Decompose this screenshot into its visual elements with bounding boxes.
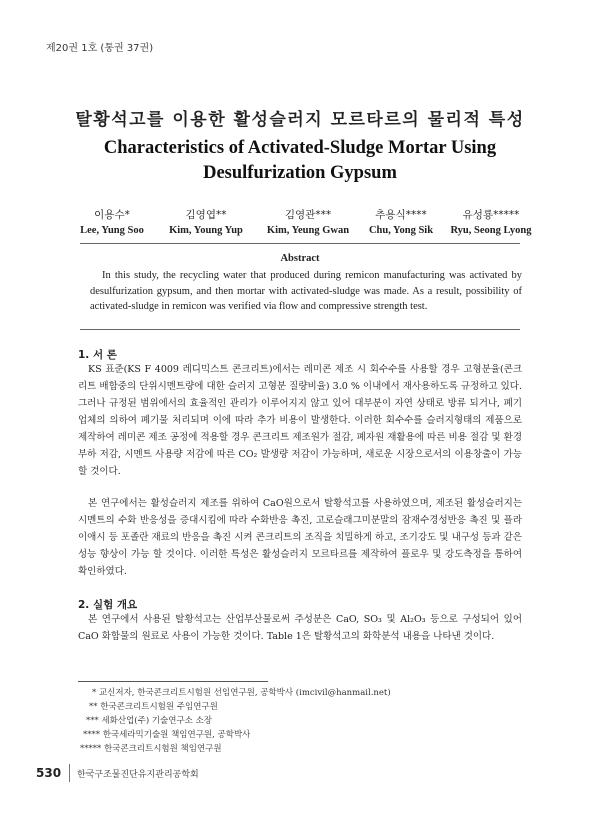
author-english-name: Chu, Yong Sik — [368, 225, 434, 236]
section-heading-experiment: 2. 실험 개요 — [78, 599, 138, 611]
journal-name: 한국구조물진단유지관리공학회 — [77, 770, 199, 780]
english-title-line-2: Desulfurization Gypsum — [203, 163, 397, 183]
abstract-top-rule — [80, 243, 520, 244]
author-korean-name: 이용수* — [94, 209, 130, 221]
author-korean-name: 추용식**** — [375, 209, 427, 221]
abstract-heading: Abstract — [280, 253, 320, 264]
author-3 — [258, 207, 358, 236]
english-title-line-1: Characteristics of Activated-Sludge Mortar Using — [103, 138, 497, 158]
korean-title: 탈황석고를 이용한 활성슬러지 모르타르의 물리적 특성 — [75, 110, 525, 130]
author-english-name: Ryu, Seong Lyong — [450, 225, 532, 236]
author-1 — [72, 207, 152, 236]
footnote-item: **** 한국세라믹기술원 책임연구원, 공학박사 — [83, 730, 251, 740]
author-english-name: Lee, Yung Soo — [80, 225, 144, 236]
abstract-bottom-rule — [80, 329, 520, 330]
body-paragraph: 본 연구에서는 활성슬러지 제조를 위하여 CaO원으로서 탈황석고를 사용하였으며, 제조된 활성슬러지는 시멘트의 수화 반응성을 증대시킴에 따라 수화반응 촉진, 고로슬래그미분말의 잠재수경성반응 촉진 및 플라이애시 등 포졸란 재료의 반응을 촉진 시켜 콘크리트의 조직을 치밀하게 하고, 조기강도 및 내구성 등과 같은 성능 향상이 가능 할 것이다. 이러한 특성은 활성슬러지 모르타르를 제작하여 플로우 및 강도측정을 통하여 확인하였다. — [78, 498, 522, 577]
author-korean-name: 김영관*** — [284, 209, 332, 221]
author-korean-name: 유성룡***** — [462, 209, 520, 221]
author-korean-name: 김영엽** — [185, 209, 227, 221]
body-paragraph: KS 표준(KS F 4009 레디믹스트 콘크리트)에서는 레미콘 제조 시 회수수를 사용할 경우 고형분율(콘크리트 배합중의 단위시멘트량에 대한 슬러지 고형분 질량비율) 3.0 % 이내에서 재사용하도록 규정하고 있다. 그러나 규정된 범위에서의 효율적인 관리가 이루어지지 않고 있어 대부분이 자연 상태로 방류 되거나, 폐기업체의 의하여 폐기물 처리되며 이에 따라 추가 비용이 발생한다. 이러한 회수수를 슬러지형태의 제품으로 제작하여 레미콘 제조 공정에 적용할 경우 콘크리트 제조원가 절감, 폐자원 재활용에 따른 비용 절감 및 환경부하 저감, 시멘트 사용량 저감에 따른 CO₂ 발생량 저감이 가능하며, 새로운 시장으로서의 이용창출이 가능 할 것이다. — [78, 364, 522, 477]
author-5 — [446, 207, 536, 236]
body-paragraph: 본 연구에서 사용된 탈황석고는 산업부산물로써 주성분은 CaO, SO₃ 및 Al₂O₃ 등으로 구성되어 있어 CaO 화합물의 원료로 사용이 가능한 것이다. Table 1은 탈황석고의 화학분석 내용을 나타낸 것이다. — [78, 614, 522, 642]
running-header: 제20권 1호 (통권 37권) — [46, 43, 154, 54]
author-english-name: Kim, Yeung Gwan — [266, 225, 350, 236]
footnote-item: * 교신저자, 한국콘크리트시험원 선임연구원, 공학박사 (imcivil@hanmail.net) — [92, 688, 391, 698]
footnote-item: ***** 한국콘크리트시험원 책임연구원 — [80, 744, 222, 754]
footnote-list — [78, 686, 391, 756]
page-number: 530 — [36, 766, 62, 780]
author-4 — [362, 207, 440, 236]
abstract-body: In this study, the recycling water that produced during remicon manufacturing was activated by desulfurization gypsum, and then mortar with activated-sludge was made. As a result, possibility of activated-sludge in remicon was verified via flow and compressive strength test. — [90, 270, 522, 312]
author-2 — [160, 207, 252, 236]
footnote-item: ** 한국콘크리트시험원 주임연구원 — [89, 702, 218, 712]
footnote-rule — [78, 681, 268, 682]
footnote-item: *** 세화산업(주) 기술연구소 소장 — [86, 716, 213, 726]
section-heading-introduction: 1. 서 론 — [78, 349, 117, 361]
english-title — [0, 136, 600, 186]
author-english-name: Kim, Young Yup — [169, 225, 243, 236]
footer-divider — [69, 764, 70, 782]
